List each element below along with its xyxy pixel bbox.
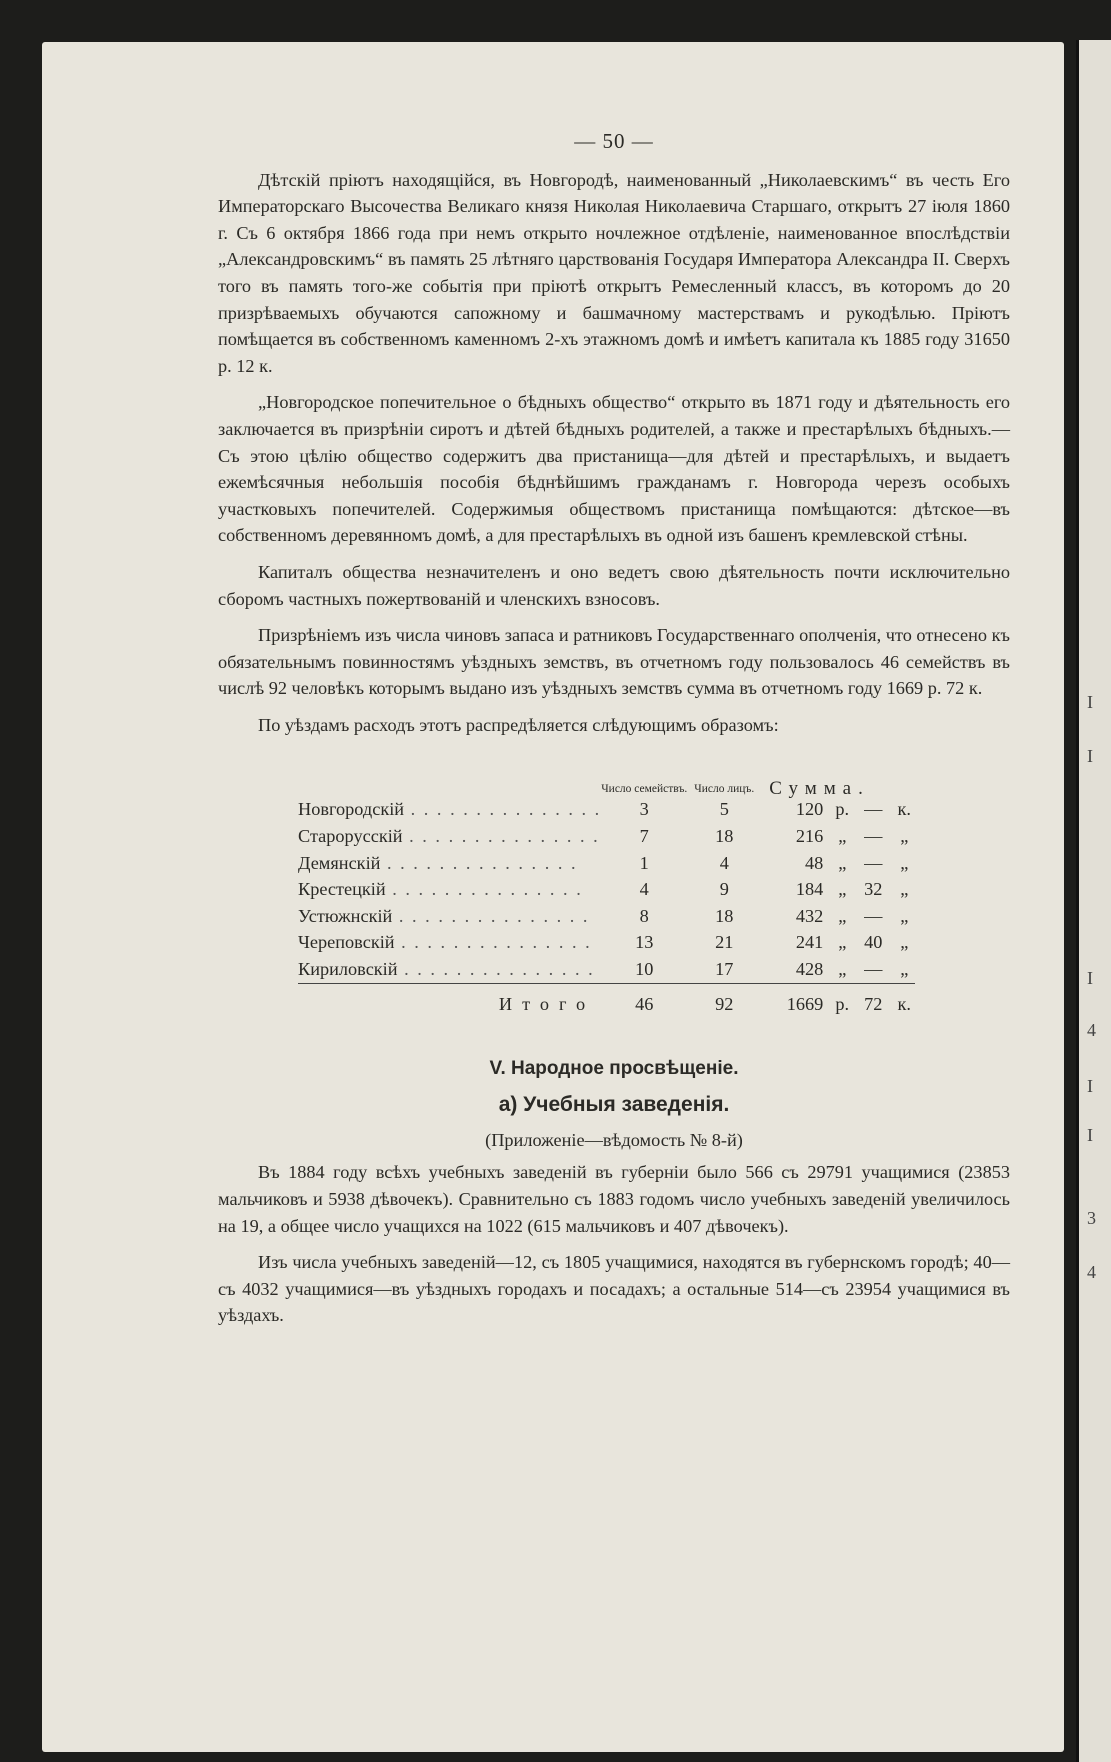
kopecks: 32 <box>864 879 883 900</box>
table-row <box>298 956 915 983</box>
edge-mark: I <box>1087 1125 1093 1145</box>
rubles: 216 <box>795 826 824 847</box>
paragraph-distribution-intro: По уѣздамъ расходъ этотъ распредѣляется слѣдующимъ образомъ: <box>258 714 779 735</box>
persons-count: 4 <box>719 852 729 873</box>
persons-count: 18 <box>715 826 734 847</box>
table-row <box>298 796 915 823</box>
rubles: 428 <box>795 959 824 980</box>
rub-unit: „ <box>838 826 847 847</box>
families-count: 1 <box>639 852 649 873</box>
families-count: 10 <box>635 959 654 980</box>
kop-unit: „ <box>900 852 909 873</box>
page-content <box>218 128 1010 1339</box>
persons-count: 9 <box>719 879 729 900</box>
edge-mark: I <box>1087 968 1093 988</box>
subsection-title: а) Учебныя заведенія. <box>498 1093 730 1117</box>
kop-unit: к. <box>897 799 911 820</box>
persons-count: 18 <box>715 905 734 926</box>
page-number: — 50 — <box>574 129 654 153</box>
kop-unit: „ <box>900 905 909 926</box>
edge-mark: I <box>1087 692 1093 712</box>
table-row <box>298 903 915 930</box>
rubles: 184 <box>795 879 824 900</box>
edge-mark: 4 <box>1087 1262 1096 1282</box>
district-name: Крестецкій . . . . . . . . . . . . . . . <box>298 879 583 900</box>
families-count: 8 <box>639 905 649 926</box>
district-name: Новгородскій . . . . . . . . . . . . . . . <box>298 799 602 820</box>
paragraph-capital: Капиталъ общества незначителенъ и оно ведетъ свою дѣятельность почти исключительно сборомъ частныхъ пожертвованій и членскихъ взносовъ. <box>218 561 1010 609</box>
total-label: Итого <box>298 983 601 1022</box>
rub-unit: „ <box>838 932 847 953</box>
kop-unit: „ <box>900 879 909 900</box>
table-row <box>298 929 915 956</box>
header-families: Число семействъ. <box>601 783 688 796</box>
families-count: 4 <box>639 879 649 900</box>
edge-mark: 3 <box>1087 1208 1096 1228</box>
paragraph-orphanage: Дѣтскій пріютъ находящійся, въ Новгородѣ, наименованный „Николаевскимъ“ въ честь Его Императорскаго Высочества Великаго князя Николая Николаевича Старшаго, открытъ 27 іюля 1860 г. Съ 6 октября 1866 года при немъ открыто ночлежное отдѣленіе, наименованное впослѣдствіи „Александровскимъ“ въ память 25 лѣтняго царствованія Государя Императора Александра II. Сверхъ того въ память того-же событія при пріютѣ открытъ Ремесленный классъ, въ которомъ до 20 призрѣваемыхъ обучаются сапожному и башмачному мастерствамъ и рукодѣлью. Пріютъ помѣщается въ собственномъ каменномъ 2-хъ этажномъ домѣ и имѣетъ капитала къ 1885 году 31650 р. 12 к. <box>218 169 1010 376</box>
total-kop-unit: к. <box>893 983 915 1022</box>
appendix-note: (Приложеніе—вѣдомость № 8-й) <box>485 1129 743 1150</box>
district-name: Старорусскій . . . . . . . . . . . . . . . <box>298 826 600 847</box>
rubles: 432 <box>795 905 824 926</box>
paragraph-society: „Новгородское попечительное о бѣдныхъ общество“ открыто въ 1871 году и дѣятельность его заключается въ призрѣніи сиротъ и дѣтей бѣдныхъ родителей, а также и престарѣлыхъ бѣдныхъ.—Съ этою цѣлію общество содержитъ два пристанища—для дѣтей и престарѣлыхъ, и выдаетъ ежемѣсячныя небольшія пособія бѣднѣйшимъ гражданамъ г. Новгорода черезъ особыхъ участковыхъ попечителей. Содержимыя обществомъ пристанища помѣщаются: дѣтское—въ собственномъ деревянномъ домѣ, а для престарѣлыхъ въ одной изъ башенъ кремлевской стѣны. <box>218 392 1010 546</box>
table-row <box>298 876 915 903</box>
total-rub-unit: р. <box>831 983 853 1022</box>
header-sum: Сумма. <box>769 778 870 800</box>
expense-table <box>298 750 915 1021</box>
kopecks: — <box>864 799 883 820</box>
table-row <box>298 823 915 850</box>
kopecks: — <box>864 852 883 873</box>
table-row <box>298 850 915 877</box>
paragraph-schools-count: Въ 1884 году всѣхъ учебныхъ заведеній въ губерніи было 566 съ 29791 учащимися (23853 мальчиковъ и 5938 дѣвочекъ). Сравнительно съ 1883 годомъ число учебныхъ заведеній увеличилось на 19, а общее число учащихся на 1022 (615 мальчиковъ и 407 дѣвочекъ). <box>218 1162 1010 1236</box>
edge-mark: 4 <box>1087 1020 1096 1040</box>
district-name: Устюжнскій . . . . . . . . . . . . . . . <box>298 905 590 926</box>
total-kopecks: 72 <box>853 983 893 1022</box>
kopecks: — <box>864 905 883 926</box>
section-title: V. Народное просвѣщеніе. <box>489 1057 739 1079</box>
district-name: Демянскій . . . . . . . . . . . . . . . <box>298 852 578 873</box>
header-persons: Число лицъ. <box>694 783 755 796</box>
persons-count: 17 <box>715 959 734 980</box>
district-name: Кириловскій . . . . . . . . . . . . . . . <box>298 959 595 980</box>
district-name: Череповскій . . . . . . . . . . . . . . . <box>298 932 592 953</box>
kop-unit: „ <box>900 959 909 980</box>
rub-unit: р. <box>835 799 850 820</box>
families-count: 13 <box>635 932 654 953</box>
kopecks: 40 <box>864 932 883 953</box>
total-families: 46 <box>601 983 687 1022</box>
total-rubles: 1669 <box>761 983 831 1022</box>
rubles: 120 <box>795 799 824 820</box>
paragraph-reserve-aid: Призрѣніемъ изъ числа чиновъ запаса и ратниковъ Государственнаго ополченія, что отнесено къ обязательнымъ повинностямъ уѣздныхъ земствъ, въ отчетномъ году пользовалось 46 семействъ въ числѣ 92 человѣкъ которымъ выдано изъ уѣздныхъ земствъ сумма въ отчетномъ году 1669 р. 72 к. <box>218 625 1010 699</box>
edge-mark: I <box>1087 746 1093 766</box>
paragraph-schools-distribution: Изъ числа учебныхъ заведеній—12, съ 1805 учащимися, находятся въ губернскомъ городѣ; 40—съ 4032 учащимися—въ уѣздныхъ городахъ и посадахъ; а остальные 514—съ 23954 учащимися въ уѣздахъ. <box>218 1252 1010 1326</box>
table-total-row <box>298 983 915 1022</box>
families-count: 3 <box>639 799 649 820</box>
adjacent-page-edge <box>1076 40 1111 1762</box>
rubles: 241 <box>795 932 824 953</box>
rub-unit: „ <box>838 905 847 926</box>
persons-count: 21 <box>715 932 734 953</box>
kopecks: — <box>864 959 883 980</box>
kopecks: — <box>864 826 883 847</box>
families-count: 7 <box>639 826 649 847</box>
rub-unit: „ <box>838 959 847 980</box>
kop-unit: „ <box>900 826 909 847</box>
kop-unit: „ <box>900 932 909 953</box>
rub-unit: „ <box>838 852 847 873</box>
table-header-row <box>298 750 915 796</box>
persons-count: 5 <box>719 799 729 820</box>
edge-mark: I <box>1087 1076 1093 1096</box>
total-persons: 92 <box>687 983 761 1022</box>
rubles: 48 <box>804 852 824 873</box>
rub-unit: „ <box>838 879 847 900</box>
